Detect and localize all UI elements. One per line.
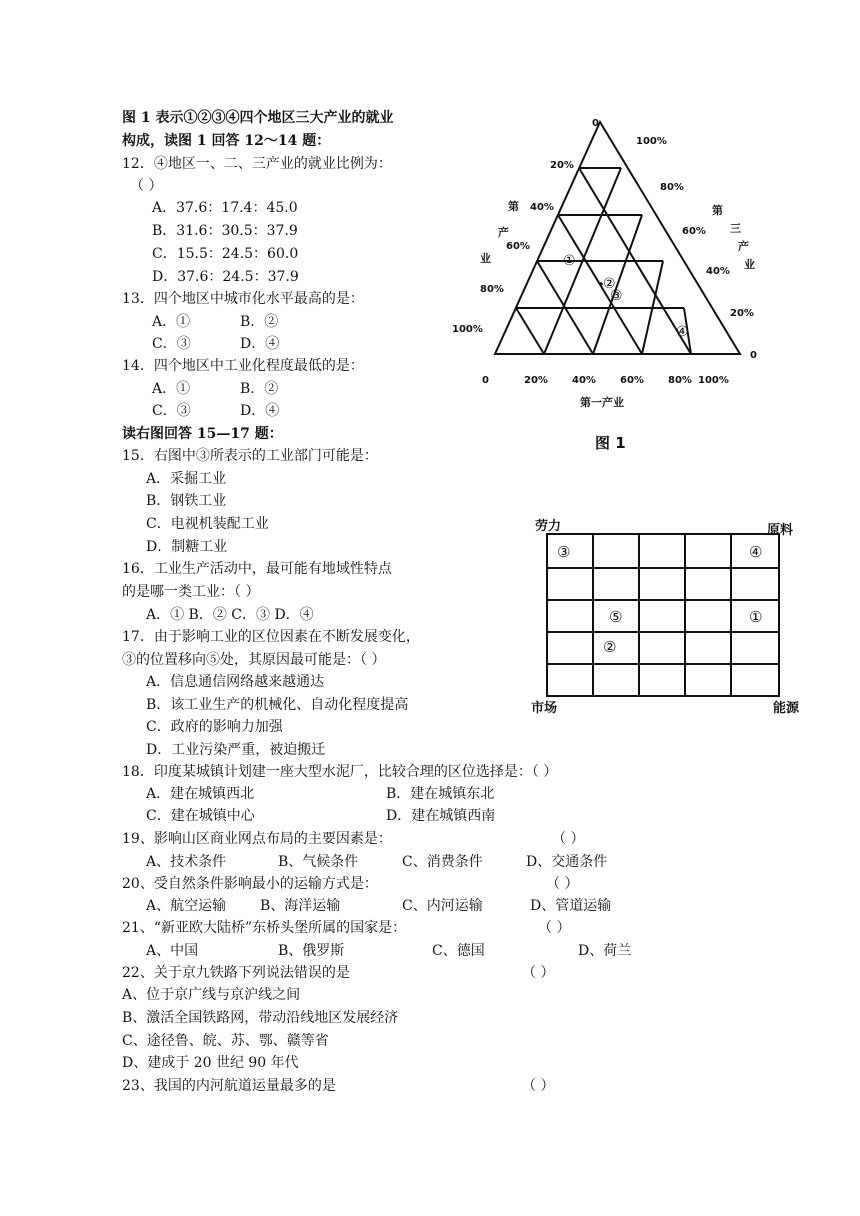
q16-options: A．① B．② C．③ D．④ [146,607,314,623]
q13-option-c: C．③ [152,336,191,352]
figure-1-ternary-diagram [440,110,800,455]
q21-paren: （ ） [538,920,571,936]
q20-option-c: C、内河运输 [402,898,483,914]
q23-paren: （ ） [522,1078,555,1094]
q21-option-b: B、俄罗斯 [278,943,345,959]
q14-option-a: A．① [152,381,191,397]
axis-title-left-char: 产 [498,226,509,239]
axis-title-primary: 第一产业 [580,396,624,409]
q18-option-d: D．建在城镇西南 [386,808,496,824]
right-tick-label: 80% [660,182,684,193]
q19-option-b: B、气候条件 [278,854,359,870]
q17-option-d: D．工业污染严重，被迫搬迁 [146,742,326,758]
q15-option-a: A．采掘工业 [146,471,227,487]
q18-stem: 18．印度某城镇计划建一座大型水泥厂，比较合理的区位选择是：（ ） [122,764,558,780]
left-tick-label: 60% [506,241,530,252]
q22-option-c: C、途径鲁、皖、苏、鄂、赣等省 [122,1033,329,1049]
point-1: ① [563,253,576,269]
q21-option-a: A、中国 [146,943,199,959]
q20-stem: 20、受自然条件影响最小的运输方式是： [122,876,378,892]
corner-label-market: 市场 [531,701,558,716]
left-tick-label: 20% [550,160,574,171]
read-instruction-2: 读右图回答 15—17 题： [122,426,283,442]
q15-stem: 15．右图中③所表示的工业部门可能是： [122,448,378,464]
axis-title-left-char: 第 [508,200,519,213]
q23-stem: 23、我国的内河航道运量最多的是 [122,1078,336,1094]
bottom-tick-label: 0 [482,375,489,386]
q15-option-b: B．钢铁工业 [146,493,227,509]
point-2: ② [603,276,616,292]
bottom-tick-label: 80% [668,375,692,386]
q14-option-b: B．② [240,381,279,397]
grid-point-4: ④ [749,543,763,561]
axis-title-right-char: 第 [712,204,723,217]
q18-option-b: B．建在城镇东北 [386,786,495,802]
q20-option-d: D、管道运输 [530,898,612,914]
q13-option-a: A．① [152,314,191,330]
q12-option-c: C．15.5：24.5：60.0 [152,246,299,262]
q19-option-d: D、交通条件 [526,854,608,870]
q17-stem-2: ③的位置移向⑤处，其原因最可能是：（ ） [122,652,386,668]
q12-option-b: B．31.6：30.5：37.9 [152,223,298,239]
bottom-tick-label: 40% [572,375,596,386]
grid-point-2: ② [603,638,617,656]
q22-option-b: B、激活全国铁路网，带动沿线地区发展经济 [122,1010,399,1026]
left-tick-label: 80% [480,284,504,295]
left-tick-label: 100% [452,324,483,335]
q22-paren: （ ） [522,965,555,981]
q16-stem-1: 16．工业生产活动中，最可能有地域性特点 [122,561,392,577]
point-3: ③ [610,288,623,304]
corner-label-labor: 劳力 [535,519,562,534]
left-tick-label: 40% [530,202,554,213]
grid-point-3: ③ [557,543,571,561]
q22-stem: 22、关于京九铁路下列说法错误的是 [122,965,350,981]
figure-1-caption: 图 1 [595,434,626,452]
q19-option-a: A、技术条件 [146,854,227,870]
q18-option-c: C．建在城镇中心 [146,808,255,824]
q16-stem-2: 的是哪一类工业：（ ） [122,584,260,600]
q17-option-a: A．信息通信网络越来越通达 [146,674,325,690]
q15-option-d: D．制糖工业 [146,539,228,555]
q17-stem-1: 17．由于影响工业的区位因素在不断发展变化， [122,629,420,645]
right-tick-label: 40% [706,266,730,277]
q17-option-b: B．该工业生产的机械化、自动化程度提高 [146,697,409,713]
grid-point-5: ⑤ [609,608,623,626]
grid-point-1: ① [749,608,763,626]
ternary-outer-triangle [495,122,740,354]
left-tick-label: 0 [592,118,599,129]
corner-label-raw-material: 原料 [767,523,794,538]
q13-option-b: B．② [240,314,279,330]
corner-label-energy: 能源 [773,701,800,716]
q17-option-c: C．政府的影响力加强 [146,719,283,735]
q20-paren: （ ） [546,876,579,892]
q21-option-d: D、荷兰 [578,943,632,959]
q18-option-a: A．建在城镇西北 [146,786,255,802]
q14-option-d: D．④ [240,403,280,419]
q21-option-c: C、德国 [432,943,485,959]
right-tick-label: 100% [636,136,667,147]
right-tick-label: 60% [682,226,706,237]
figure-2-location-grid [525,512,815,717]
bottom-tick-label: 100% [698,375,729,386]
q19-option-c: C、消费条件 [402,854,483,870]
q19-stem: 19、影响山区商业网点布局的主要因素是： [122,831,392,847]
intro-line-1: 图 1 表示①②③④四个地区三大产业的就业 [122,110,394,126]
point-4: ④ [676,324,689,340]
q15-option-c: C．电视机装配工业 [146,516,269,532]
axis-title-right-char: 业 [744,258,755,271]
q13-stem: 13．四个地区中城市化水平最高的是： [122,291,364,307]
q12-option-a: A．37.6：17.4：45.0 [152,200,298,216]
q12-stem: 12．④地区一、二、三产业的就业比例为： [122,156,392,172]
q20-option-a: A、航空运输 [146,898,227,914]
right-tick-label: 20% [730,308,754,319]
q14-option-c: C．③ [152,403,191,419]
q22-option-a: A、位于京广线与京沪线之间 [122,987,301,1003]
axis-title-right-char: 产 [738,240,749,253]
grid-border [547,534,779,696]
intro-line-2: 构成，读图 1 回答 12～14 题： [122,133,331,149]
q14-stem: 14．四个地区中工业化程度最低的是： [122,358,364,374]
q13-option-d: D．④ [240,336,280,352]
bottom-tick-label: 20% [524,375,548,386]
bottom-tick-label: 60% [620,375,644,386]
axis-title-right-char: 三 [730,222,741,235]
q20-option-b: B、海洋运输 [260,898,341,914]
q19-paren: （ ） [552,831,585,847]
right-tick-label: 0 [750,350,757,361]
q21-stem: 21、“新亚欧大陆桥”东桥头堡所属的国家是： [122,920,407,936]
q12-option-d: D．37.6：24.5：37.9 [152,269,299,285]
q12-paren: （ ） [130,178,163,194]
q22-option-d: D、建成于 20 世纪 90 年代 [122,1055,299,1071]
axis-title-left-char: 业 [480,252,491,265]
